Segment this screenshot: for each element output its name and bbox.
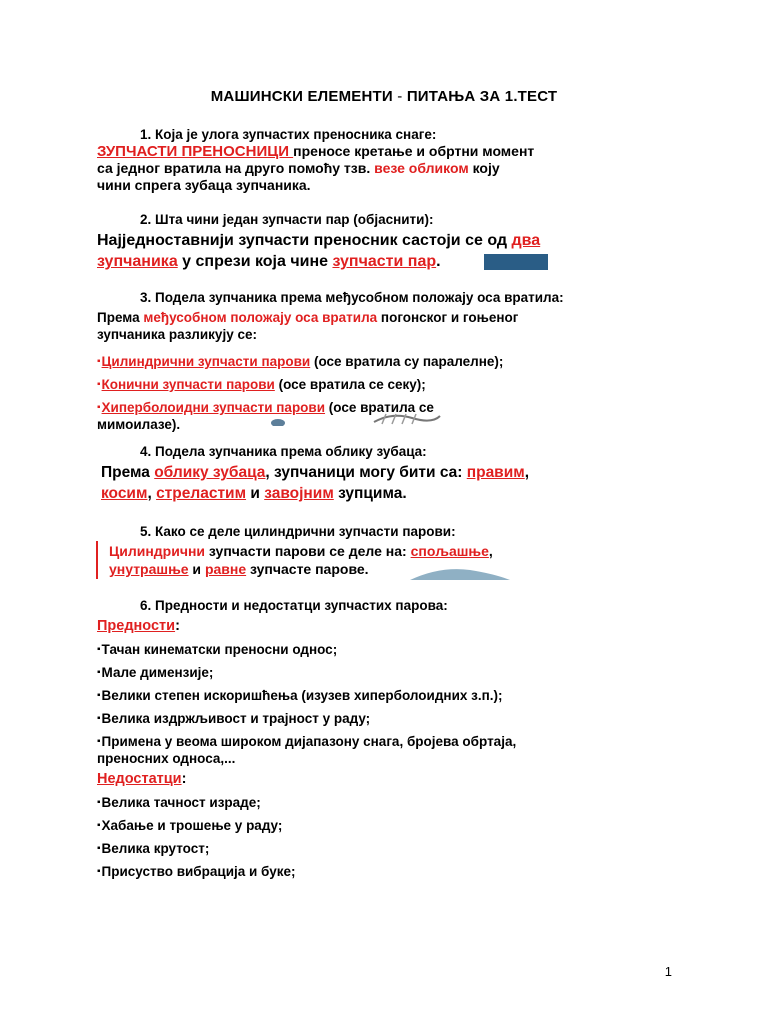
bullet-icon: ▪ [97,820,101,831]
decorative-image-fragment [410,562,510,580]
bullet-icon: ▪ [97,356,101,367]
bullet-icon: ▪ [97,402,101,413]
bullet-icon: ▪ [97,797,101,808]
bullet-icon: ▪ [97,843,101,854]
answer-5: Цилиндрични зупчасти парови се деле на: спољашње, унутрашње и равне зупчасте парове. [109,543,493,577]
page-number: 1 [664,964,672,979]
decorative-gear-fragment [268,414,288,426]
answer-1: ЗУПЧАСТИ ПРЕНОСНИЦИ преносе кретање и обртни момент са једног вратила на друго помоћу тзв. везе обликом коју чини спрега зубаца зупчаника. [97,143,535,193]
bullet-icon: ▪ [97,736,101,747]
answer-2: Најједноставнији зупчасти преносник састоји се од два зупчаника у спрези која чине зупчасти пар. [97,232,541,270]
question-4: 4. Подела зупчаника према облику зубаца: [140,444,427,459]
bullet-icon: ▪ [97,713,101,724]
bullet-icon: ▪ [97,690,101,701]
question-5: 5. Како се деле цилиндрични зупчасти парови: [140,524,456,539]
bullet-icon: ▪ [97,644,101,655]
disadvantages-heading: Недостатци [97,771,182,787]
red-margin-bar [96,541,98,579]
question-3: 3. Подела зупчаника према међусобном положају оса вратила: [140,290,564,305]
answer-4: Према облику зубаца, зупчаници могу бити са: правим, косим, стреластим и завојним зупцима. [101,464,530,502]
decorative-gear-fragment [372,410,442,426]
question-1: 1. Која је улога зупчастих преносника снаге: [140,127,437,142]
answer-6: Предности: ▪Тачан кинематски преносни однос; ▪Мале димензије; ▪Велики степен искоришћења (изузев хиперболоидних з.п.); ▪Велика издржљивост и трајност у раду; ▪Примена у веома широком дијапазону снага, бројева обртаја, преносних односа,... Недостатци: ▪Велика тачност израде; ▪Хабање и трошење у раду; ▪Велика крутост; ▪Присуство вибрација и буке; [97,618,517,879]
question-6: 6. Предности и недостатци зупчастих парова: [140,598,448,613]
question-2: 2. Шта чини један зупчасти пар (објаснити): [140,212,434,227]
bullet-icon: ▪ [97,667,101,678]
advantages-heading: Предности [97,618,176,634]
bullet-icon: ▪ [97,866,101,877]
answer-3: Према међусобном положају оса вратила погонског и гоњеног зупчаника разликују се: ▪Цилиндрични зупчасти парови (осе вратила су паралелне); ▪Конични зупчасти парови (осе вратила се секу); ▪Хиперболоидни зупчасти парови (осе вратила се мимоилазе). [97,310,519,432]
decorative-image-fragment [484,254,548,270]
page-title: МАШИНСКИ ЕЛЕМЕНТИ - ПИТАЊА ЗА 1.ТЕСТ [210,88,558,105]
bullet-icon: ▪ [97,379,101,390]
